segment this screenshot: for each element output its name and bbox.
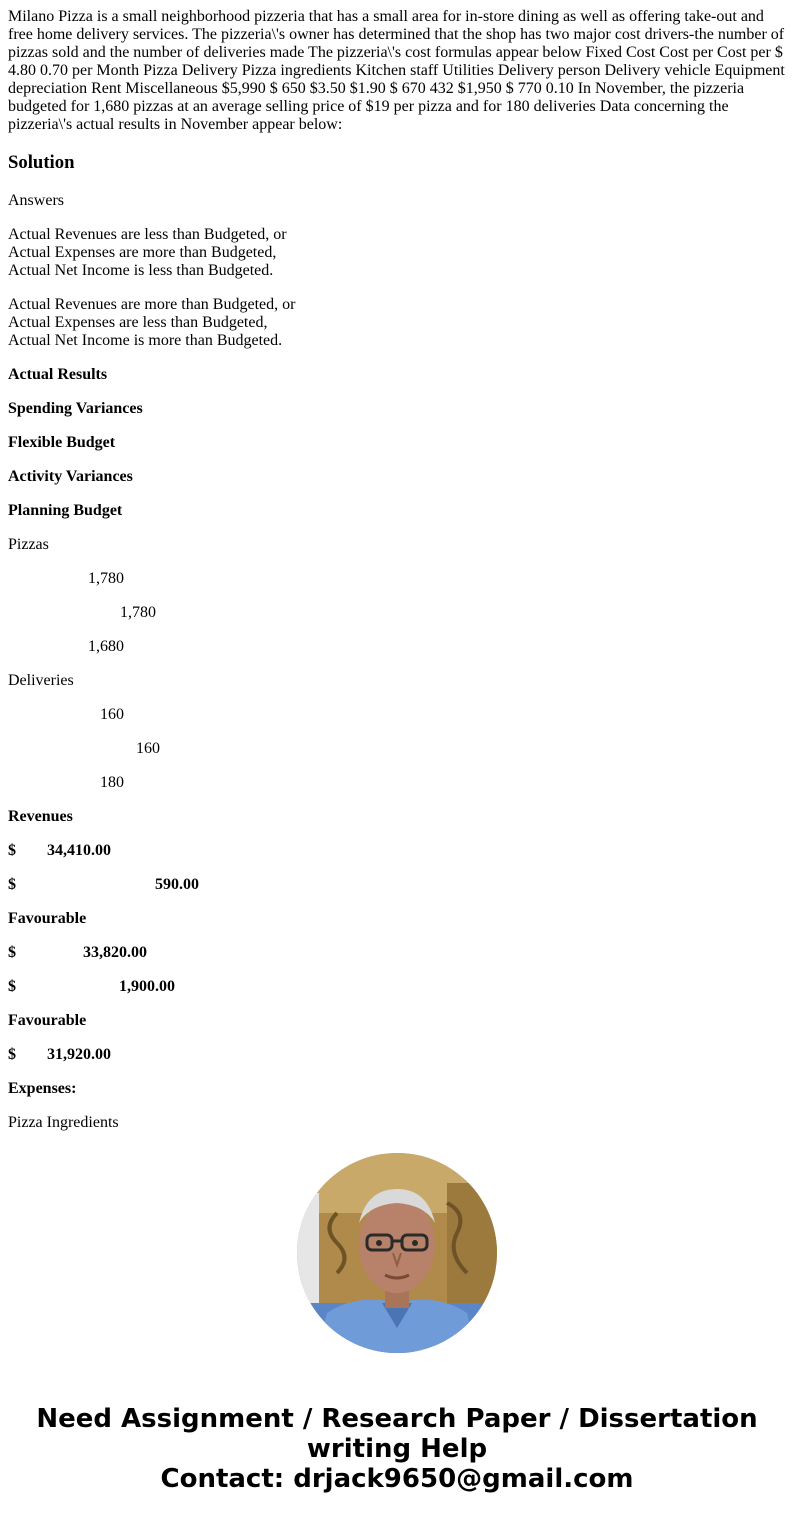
promo-banner (0, 1122, 794, 1523)
heading-activity-variances: Activity Variances (8, 468, 133, 485)
currency-symbol: $ (8, 978, 16, 995)
heading-spending-variances: Spending Variances (8, 400, 143, 417)
deliveries-flexible: 160 (136, 740, 160, 757)
deliveries-planning: 180 (100, 774, 124, 791)
currency-symbol: $ (8, 1046, 16, 1063)
promo-line-1: Need Assignment / Research Paper / Dissertation (36, 1404, 758, 1434)
currency-symbol: $ (8, 944, 16, 961)
revenues-activity-status: Favourable (8, 1012, 87, 1029)
currency-symbol: $ (8, 876, 16, 893)
revenues-activity-variance (8, 978, 786, 996)
deliveries-actual: 160 (100, 706, 124, 723)
promo-contact: Contact: drjack9650@gmail.com (160, 1464, 634, 1494)
definition-line: Actual Net Income is more than Budgeted. (8, 332, 283, 349)
answers-label: Answers (8, 192, 64, 209)
pizza-ingredients-label: Pizza Ingredients (8, 1114, 119, 1131)
definition-line: Actual Expenses are more than Budgeted, (8, 244, 277, 261)
revenues-label: Revenues (8, 808, 73, 825)
pizzas-label: Pizzas (8, 536, 49, 553)
avatar (297, 1153, 497, 1353)
definition-line: Actual Expenses are less than Budgeted, (8, 314, 268, 331)
pizzas-actual: 1,780 (88, 570, 124, 587)
definition-line: Actual Revenues are less than Budgeted, or (8, 226, 287, 243)
solution-heading: Solution (8, 152, 75, 173)
amount: 1,900.00 (119, 978, 175, 995)
amount: 31,920.00 (47, 1046, 111, 1063)
currency-symbol: $ (8, 842, 16, 859)
amount: 33,820.00 (83, 944, 147, 961)
pizzas-planning: 1,680 (88, 638, 124, 655)
revenues-actual (8, 842, 786, 860)
revenues-spending-variance (8, 876, 786, 894)
revenues-flexible (8, 944, 786, 962)
heading-actual-results: Actual Results (8, 366, 108, 383)
tutor-photo (297, 1153, 497, 1353)
amount: 590.00 (155, 876, 199, 893)
promo-text (0, 1404, 794, 1494)
question-text: Milano Pizza is a small neighborhood pizzeria that has a small area for in-store dining as well as offering take-out and free home delivery services. The pizzeria\'s owner has determined that the shop has two major cost drivers-the number of pizzas sold and the number of deliveries made The pizzeria\'s cost formulas appear below Fixed Cost Cost per Cost per $ 4.80 0.70 per Month Pizza Delivery Pizza ingredients Kitchen staff Utilities Delivery person Delivery vehicle Equipment depreciation Rent Miscellaneous $5,990 $ 650 $3.50 $1.90 $ 670 432 $1,950 $ 770 0.10 In November, the pizzeria budgeted for 1,680 pizzas at an average selling price of $19 per pizza and for 180 deliveries Data concerning the pizzeria\'s actual results in November appear below: (8, 8, 785, 133)
deliveries-label: Deliveries (8, 672, 74, 689)
expenses-label: Expenses: (8, 1080, 77, 1097)
revenues-spending-status: Favourable (8, 910, 87, 927)
unfavourable-definition (8, 226, 786, 280)
amount: 34,410.00 (47, 842, 111, 859)
heading-planning-budget: Planning Budget (8, 502, 123, 519)
definition-line: Actual Revenues are more than Budgeted, or (8, 296, 296, 313)
solution-document (8, 8, 786, 1131)
heading-flexible-budget: Flexible Budget (8, 434, 116, 451)
pizzas-flexible: 1,780 (120, 604, 156, 621)
revenues-planning (8, 1046, 786, 1064)
favourable-definition (8, 296, 786, 350)
promo-line-2: writing Help (306, 1434, 488, 1464)
definition-line: Actual Net Income is less than Budgeted. (8, 262, 274, 279)
